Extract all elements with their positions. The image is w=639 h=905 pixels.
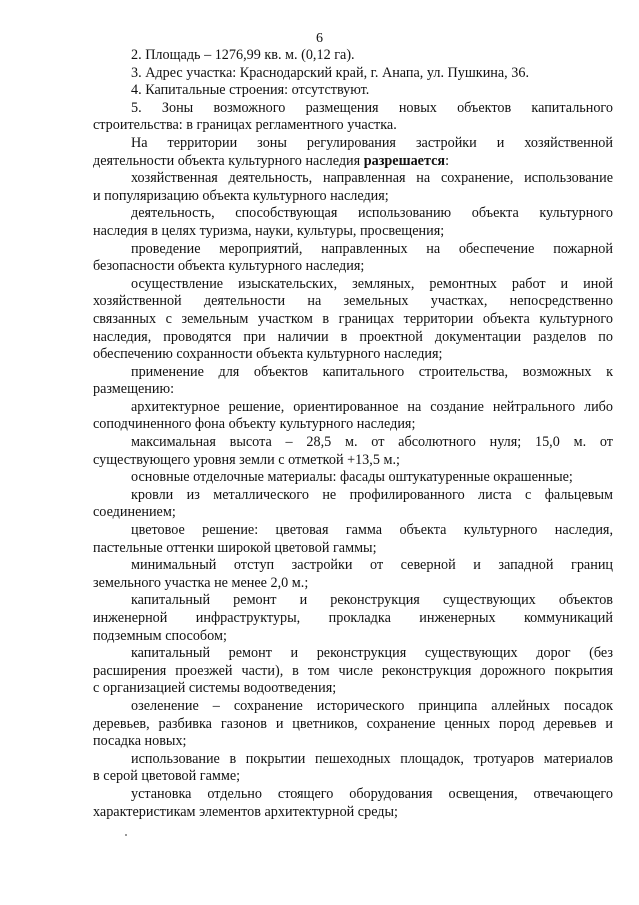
text-line [93,223,613,241]
text-line [93,628,613,646]
text-line-content: с организацией системы водоотведения; [93,680,337,697]
text-line-content: осуществление изыскательских, земляных, ремонтных работ и иной [131,275,613,292]
text-line [93,610,613,628]
text-line [93,293,613,311]
text-line [93,276,613,294]
text-line [93,504,613,522]
text-line [93,716,613,734]
text-line-content: соединением; [93,504,176,521]
text-line-content: посадка новых; [93,733,187,750]
text-line-content: пастельные оттенки широкой цветовой гаммы; [93,539,377,556]
text-line [93,100,613,118]
text-line-content: архитектурное решение, ориентированное на создание нейтрального либо [131,398,613,415]
emphasis-word: разрешается [363,152,446,169]
text-line [93,399,613,417]
text-line [93,47,613,65]
text-line-content: проведение мероприятий, направленных на обеспечение пожарной [131,240,613,257]
text-line [93,135,613,153]
text-line [93,452,613,470]
text-line-content: деятельность, способствующая использованию объекта культурного [131,205,613,222]
text-line [93,346,613,364]
text-line [93,117,613,135]
text-line [93,698,613,716]
text-line-content: 4. Капитальные строения: отсутствуют. [131,82,370,99]
text-line-content: обеспечению сохранности объекта культурного наследия; [93,346,443,363]
text-line-content: соподчиненного фона объекту культурного наследия; [93,416,416,433]
text-line-content: связанных с земельным участком в границах территории объекта культурного [93,310,613,327]
text-line [93,487,613,505]
text-line-content: использование в покрытии пешеходных площадок, тротуаров материалов [131,750,613,767]
text-line-content: размещению: [93,381,175,398]
text-line [93,557,613,575]
text-line-content: хозяйственной деятельности на земельных участках, непосредственно [93,293,613,310]
text-line [93,592,613,610]
text-line-content: и популяризацию объекта культурного наследия; [93,187,389,204]
text-line-content: наследия, проводятся при наличии в проектной документации разделов по [93,328,613,345]
text-line-content: 2. Площадь – 1276,99 кв. м. (0,12 га). [131,47,355,63]
text-line [93,311,613,329]
page-number: 6 [316,31,323,46]
text-line [93,786,613,804]
text-line [93,575,613,593]
text-line-content: подземным способом; [93,627,227,644]
text-line [93,364,613,382]
text-line [93,65,613,83]
text-line-content: максимальная высота – 28,5 м. от абсолютного нуля; 15,0 м. от [131,434,613,451]
text-line [93,645,613,663]
text-line-content: расширения проезжей части), в том числе реконструкция дорожного покрытия [93,662,613,679]
text-line [93,751,613,769]
text-line [93,82,613,100]
text-line-content: 5. Зоны возможного размещения новых объектов капитального [131,99,613,116]
text-line-content: строительства: в границах регламентного участка. [93,117,397,134]
text-line [93,416,613,434]
text-line [93,522,613,540]
text-line [93,804,613,822]
text-line [93,329,613,347]
trailing-punctuation: : [445,152,450,169]
text-line [93,205,613,223]
text-line-content: земельного участка не менее 2,0 м.; [93,574,309,591]
text-line [93,680,613,698]
text-line [93,733,613,751]
document-body [93,47,613,821]
text-line-content: применение для объектов капитального строительства, возможных к [131,363,613,380]
text-line-content: хозяйственная деятельность, направленная на сохранение, использование [131,170,613,187]
text-line [93,540,613,558]
text-line-content: безопасности объекта культурного наследия; [93,258,365,275]
text-line-content: На территории зоны регулирования застройки и хозяйственной [131,134,613,151]
text-line-content: минимальный отступ застройки от северной и западной границ [131,557,613,574]
text-line-content: деревьев, разбивка газонов и цветников, сохранение ценных пород деревьев и [93,715,613,732]
text-line-content: 3. Адрес участка: Краснодарский край, г. Анапа, ул. Пушкина, 36. [131,64,530,81]
text-line-content: характеристикам элементов архитектурной среды; [93,803,399,820]
text-line [93,768,613,786]
text-line-content: капитальный ремонт и реконструкция существующих объектов [131,592,613,609]
text-line [93,188,613,206]
text-line [93,241,613,259]
text-line [93,663,613,681]
text-line [93,153,613,171]
scan-speck [125,834,127,836]
text-line [93,170,613,188]
text-line-content: кровли из металлического не профилированного листа с фальцевым [131,486,613,503]
text-line-content: деятельности объекта культурного наследия [93,152,364,169]
text-line-content: существующего уровня земли с отметкой +13,5 м.; [93,451,400,468]
text-line-content: в серой цветовой гамме; [93,768,241,785]
text-line-content: инженерной инфраструктуры, прокладка инженерных коммуникаций [93,610,613,626]
text-line [93,469,613,487]
text-line [93,258,613,276]
text-line [93,434,613,452]
text-line-content: цветовое решение: цветовая гамма объекта культурного наследия, [131,522,613,539]
text-line-content: наследия в целях туризма, науки, культуры, просвещения; [93,222,445,239]
text-line-content: озеленение – сохранение исторического принципа аллейных посадок [131,697,613,714]
text-line [93,381,613,399]
text-line-content: капитальный ремонт и реконструкция существующих дорог (без [131,645,613,662]
text-line-content: основные отделочные материалы: фасады оштукатуренные окрашенные; [131,469,573,486]
text-line-content: установка отдельно стоящего оборудования освещения, отвечающего [131,785,613,802]
